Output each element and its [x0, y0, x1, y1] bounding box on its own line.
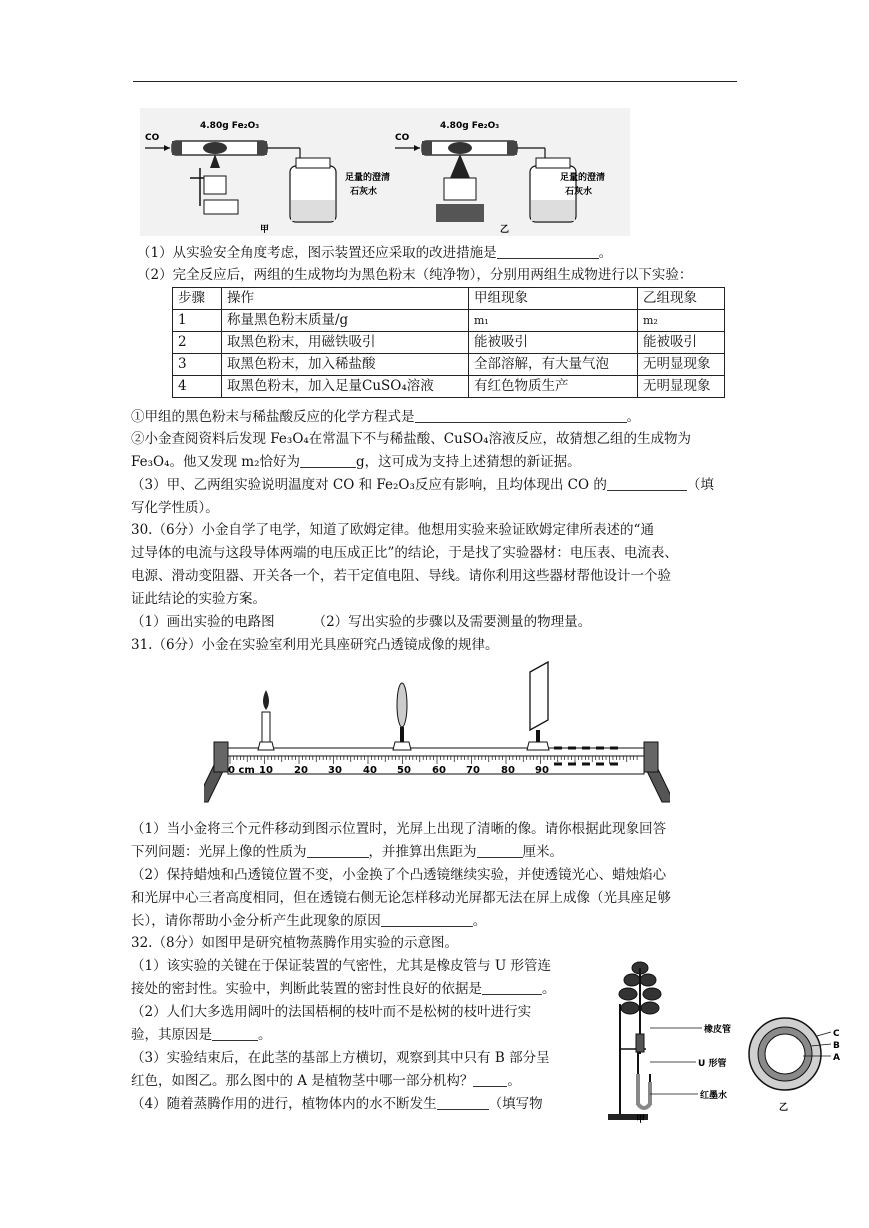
scale-label: 10 [259, 765, 273, 776]
scale-label: 60 [432, 765, 446, 776]
caption-yi-fig: 乙 [779, 1103, 789, 1113]
table-cell: 2 [173, 332, 222, 354]
label-b: B [833, 1041, 840, 1051]
table-cell: m₁ [469, 310, 638, 332]
q30-line3: 电源、滑动变阻器、开关各一个，若干定值电阻、导线。请你利用这些器材帮他设计一个验 [131, 568, 671, 584]
answer-blank[interactable] [300, 453, 356, 468]
transpiration-figure-jia [606, 954, 766, 1124]
table-cell: 取黑色粉末，用磁铁吸引 [222, 332, 469, 354]
q32-part2-line1: （2）人们大多选用阔叶的法国梧桐的枝叶而不是松树的枝叶进行实 [131, 1004, 532, 1020]
q29-part3-line1: （3）甲、乙两组实验说明温度对 CO 和 Fe₂O₃反应有影响，且均体现出 CO 的 （填 [131, 477, 714, 493]
q31-part1-line2: 下列问题：光屏上像的性质为 ，并推算出焦距为 厘米。 [131, 844, 563, 860]
scale-label: 50 [397, 765, 411, 776]
table-cell: 能被吸引 [469, 332, 638, 354]
table-header: 操作 [222, 288, 469, 310]
table-row [173, 376, 725, 398]
table-cell: 全部溶解，有大量气泡 [469, 354, 638, 376]
q30-line2: 过导体的电流与这段导体两端的电压成正比”的结论，于是找了实验器材：电压表、电流表、 [131, 545, 678, 561]
q32-part3-line1: （3）实验结束后，在此茎的基部上方横切，观察到其中只有 B 部分呈 [131, 1050, 550, 1066]
q29-part2: （2）完全反应后，两组的生成物均为黑色粉末（纯净物），分别用两组生成物进行以下实验： [137, 267, 693, 283]
q30-line5: （1）画出实验的电路图 （2）写出实验的步骤以及需要测量的物理量。 [131, 614, 592, 630]
table-cell: 4 [173, 376, 222, 398]
table-cell: 3 [173, 354, 222, 376]
q31-part2-line2: 和光屏中心三者高度相同，但在透镜右侧无论怎样移动光屏都无法在屏上成像（光具座足够 [131, 890, 671, 906]
answer-blank[interactable] [415, 408, 627, 423]
scale-label: 70 [466, 765, 480, 776]
mass-label-right: 4.80g Fe₂O₃ [440, 121, 500, 131]
scale-label: 80 [501, 765, 515, 776]
table-header: 乙组现象 [638, 288, 725, 310]
q32-part1-line1: （1）该实验的关键在于保证装置的气密性，尤其是橡皮管与 U 形管连 [131, 958, 552, 974]
caption-jia: 甲 [260, 225, 270, 235]
header-rule [133, 81, 737, 82]
optical-bench-figure [204, 660, 670, 810]
reduction-apparatus-figure [140, 108, 630, 236]
q31-part2-line1: （2）保持蜡烛和凸透镜位置不变，小金换了个凸透镜继续实验，并使透镜光心、蜡烛焰心 [131, 867, 667, 883]
q30-line4: 证此结论的实验方案。 [131, 591, 266, 607]
table-cell: 无明显现象 [638, 376, 725, 398]
limewater-label-right-1: 足量的澄清 [560, 173, 606, 183]
q29-part1: （1）从实验安全角度考虑，图示装置还应采取的改进措施是 。 [137, 245, 613, 261]
answer-blank[interactable] [477, 843, 523, 858]
q32-part1-line2: 接处的密封性。实验中，判断此装置的密封性良好的依据是 。 [131, 981, 556, 997]
q29-sub1: ①甲组的黑色粉末与稀盐酸反应的化学方程式是 。 [131, 409, 640, 425]
convex-lens [393, 683, 411, 750]
q32-part4: （4）随着蒸腾作用的进行，植物体内的水不断发生 （填写物 [131, 1096, 543, 1112]
table-header: 步骤 [173, 288, 222, 310]
limewater-label-left-1: 足量的澄清 [345, 173, 391, 183]
label-u-tube: U 形管 [698, 1059, 727, 1069]
table-cell: 取黑色粉末，加入足量CuSO₄溶液 [222, 376, 469, 398]
q29-sub2-line1: ②小金查阅资料后发现 Fe₃O₄在常温下不与稀盐酸、CuSO₄溶液反应，故猜想乙组的生成物为 [131, 431, 692, 447]
q32-part3-line2: 红色，如图乙。那么图中的 A 是植物茎中哪一部分机构？ 。 [131, 1073, 521, 1089]
table-cell: 无明显现象 [638, 354, 725, 376]
q29-part3-line2: 写化学性质）。 [131, 500, 219, 516]
scale-label: 40 [363, 765, 377, 776]
experiment-table [172, 287, 725, 398]
label-c: C [833, 1029, 840, 1039]
answer-blank[interactable] [497, 244, 599, 259]
co-label-right: CO [395, 133, 410, 143]
q31-part1-line1: （1）当小金将三个元件移动到图示位置时，光屏上出现了清晰的像。请你根据此现象回答 [131, 821, 667, 837]
co-label-left: CO [145, 133, 160, 143]
table-cell: 1 [173, 310, 222, 332]
table-row [173, 310, 725, 332]
table-row [173, 354, 725, 376]
answer-blank[interactable] [482, 980, 542, 995]
table-cell: 能被吸引 [638, 332, 725, 354]
scale-label: 20 [294, 765, 308, 776]
table-cell: 有红色物质生产 [469, 376, 638, 398]
answer-blank[interactable] [212, 1026, 258, 1041]
q32-part2-line2: 验，其原因是 。 [131, 1027, 272, 1043]
label-rubber-tube: 橡皮管 [704, 1025, 732, 1035]
caption-jia-fig: 甲 [636, 1115, 646, 1124]
limewater-label-left-2: 石灰水 [350, 187, 378, 197]
label-red-ink: 红墨水 [700, 1091, 728, 1101]
stem-cross-section-yi [745, 1010, 845, 1120]
q32-line1: 32.（8分）如图甲是研究植物蒸腾作用实验的示意图。 [131, 935, 459, 951]
table-header: 甲组现象 [469, 288, 638, 310]
label-a: A [833, 1053, 840, 1063]
scale-label: 0 cm [228, 765, 255, 776]
table-cell: 取黑色粉末，加入稀盐酸 [222, 354, 469, 376]
table-row [173, 332, 725, 354]
mass-label-left: 4.80g Fe₂O₃ [200, 121, 260, 131]
table-cell: 称量黑色粉末质量/g [222, 310, 469, 332]
caption-yi: 乙 [500, 225, 510, 235]
light-screen [527, 662, 549, 750]
scale-label: 30 [328, 765, 342, 776]
candle [258, 690, 274, 750]
q31-part2-line3: 长），请你帮助小金分析产生此现象的原因 。 [131, 913, 487, 929]
scale-label: 90 [535, 765, 549, 776]
answer-blank[interactable] [473, 1072, 507, 1087]
answer-blank[interactable] [307, 843, 369, 858]
table-cell: m₂ [638, 310, 725, 332]
q29-sub2-line2: Fe₃O₄。他又发现 m₂恰好为 g，这可成为支持上述猜想的新证据。 [131, 454, 581, 470]
limewater-label-right-2: 石灰水 [565, 187, 593, 197]
answer-blank[interactable] [437, 1095, 489, 1110]
answer-blank[interactable] [607, 476, 687, 491]
q30-line1: 30.（6分）小金自学了电学，知道了欧姆定律。他想用实验来验证欧姆定律所表述的“通 [131, 522, 654, 538]
q31-line1: 31.（6分）小金在实验室利用光具座研究凸透镜成像的规律。 [131, 637, 499, 653]
answer-blank[interactable] [381, 912, 473, 927]
table-header-row [173, 288, 725, 310]
